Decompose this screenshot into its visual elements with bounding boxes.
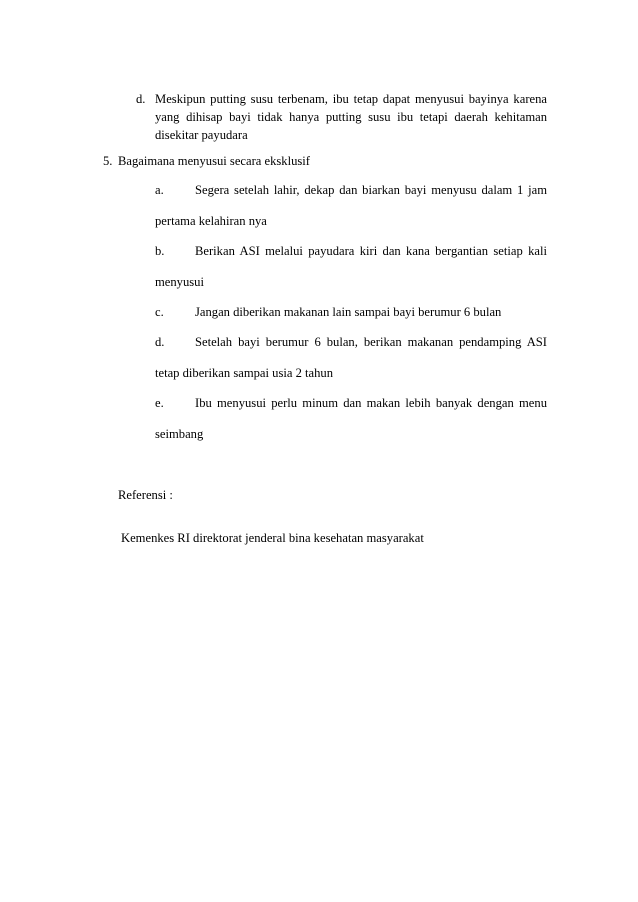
- sub-item-letter-e: e.: [155, 396, 164, 410]
- item-d-line-2: yang dihisap bayi tidak hanya putting susu ibu tetapi daerah kehitaman: [155, 110, 547, 124]
- sub-item-e-continuation: seimbang: [155, 427, 204, 441]
- sub-item-d-text: Setelah bayi berumur 6 bulan, berikan makanan pendamping ASI: [195, 335, 547, 349]
- sub-item-letter-c: c.: [155, 305, 164, 319]
- sub-item-d-continuation: tetap diberikan sampai usia 2 tahun: [155, 366, 334, 380]
- reference-entry: Kemenkes RI direktorat jenderal bina kesehatan masyarakat: [121, 531, 424, 545]
- references-heading: Referensi :: [118, 488, 173, 502]
- sub-item-e-text: Ibu menyusui perlu minum dan makan lebih banyak dengan menu: [195, 396, 547, 410]
- sub-item-letter-b: b.: [155, 244, 165, 258]
- section-number: 5.: [103, 154, 113, 168]
- sub-item-c-text: Jangan diberikan makanan lain sampai bayi berumur 6 bulan: [195, 305, 502, 319]
- sub-item-b-continuation: menyusui: [155, 275, 204, 289]
- section-title: Bagaimana menyusui secara eksklusif: [118, 154, 310, 168]
- sub-item-letter-a: a.: [155, 183, 164, 197]
- list-marker-d: d.: [136, 92, 146, 106]
- sub-item-a-continuation: pertama kelahiran nya: [155, 214, 267, 228]
- sub-item-a-text: Segera setelah lahir, dekap dan biarkan bayi menyusu dalam 1 jam: [195, 183, 547, 197]
- item-d-line-3: disekitar payudara: [155, 128, 248, 142]
- sub-item-b-text: Berikan ASI melalui payudara kiri dan kana bergantian setiap kali: [195, 244, 547, 258]
- sub-item-letter-d: d.: [155, 335, 165, 349]
- item-d-line-1: Meskipun putting susu terbenam, ibu tetap dapat menyusui bayinya karena: [155, 92, 547, 106]
